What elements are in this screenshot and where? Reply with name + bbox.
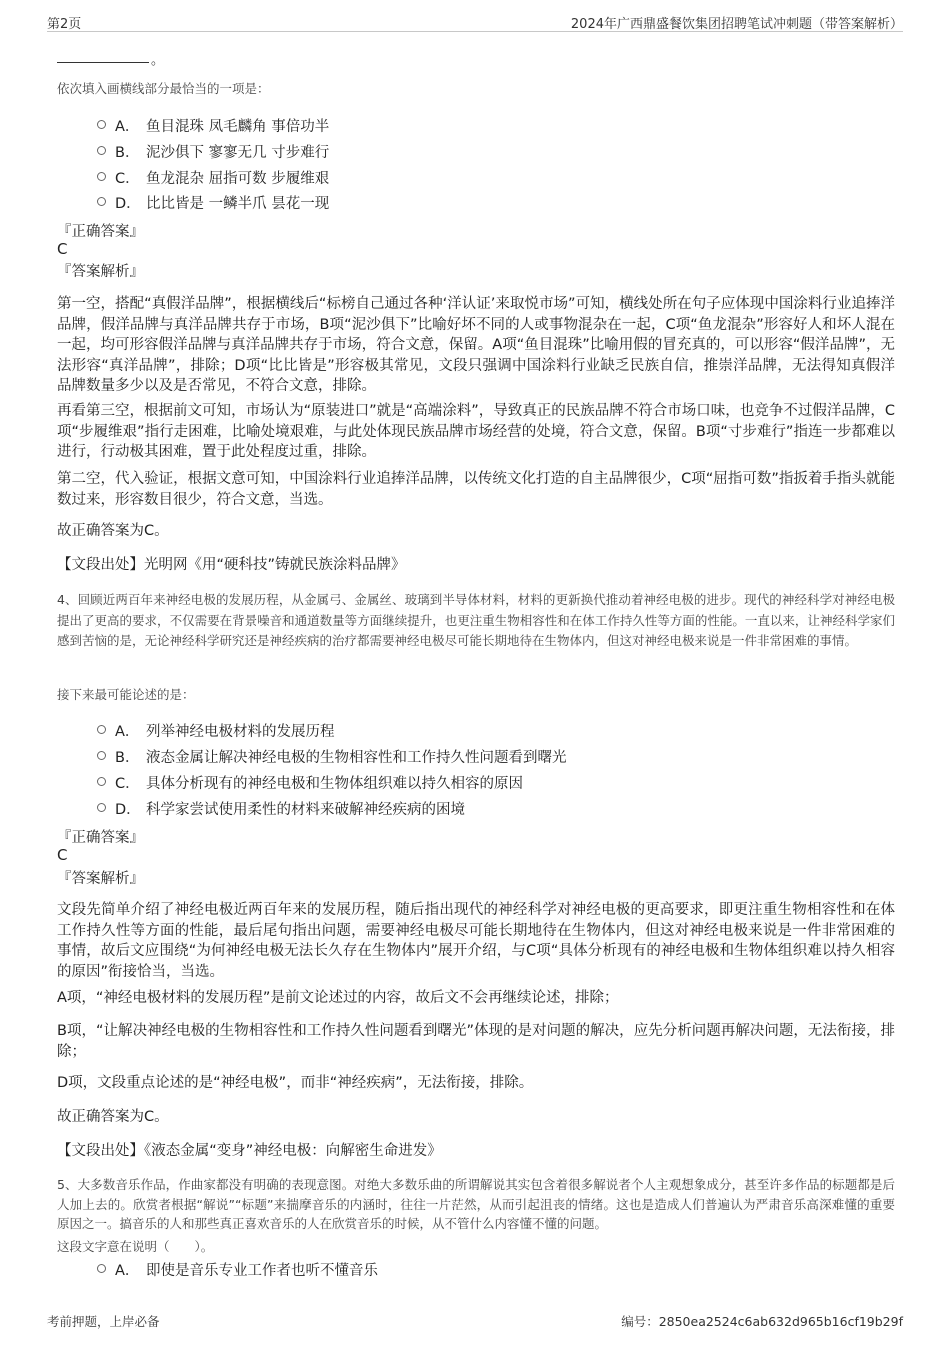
radio-icon[interactable] bbox=[97, 172, 106, 181]
q4-answer: C bbox=[57, 846, 68, 864]
q4-analysis-paragraph: B项，“让解决神经电极的生物相容性和工作持久性问题看到曙光”体现的是对问题的解决，应先分析问题再解决问题，无法衔接，排除； bbox=[57, 1023, 895, 1060]
q5-stem: 5、大多数音乐作品，作曲家都没有明确的表现意图。对绝大多数乐曲的所谓解说其实包含着很多解说者个人主观想象成分，甚至许多作品的标题都是后人加上去的。欣赏者根据“解说”“标题”来揣摩音乐的内涵时，往往一片茫然，从而引起沮丧的情绪。这也是造成人们普遍认为严肃音乐高深难懂的重要原因之一。搞音乐的人和那些真正喜欢音乐的人在欣赏音乐的时候，从不管什么内容懂不懂的问题。 bbox=[57, 1177, 895, 1231]
q4-analysis-paragraph: A项，“神经电极材料的发展历程”是前文论述过的内容，故后文不会再继续论述，排除； bbox=[57, 990, 619, 1006]
q3-source: 【文段出处】光明网《用“硬科技”铸就民族涂料品牌》 bbox=[57, 557, 406, 573]
q4-stem: 4、回顾近两百年来神经电极的发展历程，从金属弓、金属丝、玻璃到半导体材料，材料的更新换代推动着神经电极的进步。现代的神经科学对神经电极提出了更高的要求，不仅需要在背景噪音和通道数量等方面继续提升，也更注重生物相容性和在体工作持久性等方面的性能。一直以来，让神经科学家们感到苦恼的是，无论神经科学研究还是神经疾病的治疗都需要神经电极尽可能长期地待在生物体内，但这对神经电极来说是一件非常困难的事情。 bbox=[57, 592, 895, 648]
q3-conclusion: 故正确答案为C。 bbox=[57, 523, 169, 539]
page-header bbox=[47, 11, 903, 32]
q3-analysis-label: 『答案解析』 bbox=[57, 264, 144, 280]
q3-analysis-paragraph: 第一空，搭配“真假洋品牌”，根据横线后“标榜自己通过各种‘洋认证’来取悦市场”可知，横线处所在句子应体现中国涂料行业追捧洋品牌，假洋品牌与真洋品牌共存于市场，B项“泥沙俱下”比喻好坏不同的人或事物混杂在一起，C项“鱼龙混杂”形容好人和坏人混在一起，均可形容假洋品牌与真洋品牌共存于市场，符合文意，保留。A项“鱼目混珠”比喻用假的冒充真的，可以形容“假洋品牌”，无法形容“真洋品牌”，排除；D项“比比皆是”形容极其常见，文段只强调中国涂料行业缺乏民族自信，推崇洋品牌，无法得知真假洋品牌数量多少以及是否常见，不符合文意，排除。 bbox=[57, 296, 895, 395]
radio-icon[interactable] bbox=[97, 751, 106, 760]
page-number: 第2页 bbox=[47, 17, 82, 32]
q4-source: 【文段出处】《液态金属“变身”神经电极：向解密生命进发》 bbox=[57, 1143, 442, 1159]
radio-icon[interactable] bbox=[97, 146, 106, 155]
q3-answer: C bbox=[57, 240, 68, 258]
radio-icon[interactable] bbox=[97, 777, 106, 786]
radio-icon[interactable] bbox=[97, 803, 106, 812]
page-footer bbox=[47, 1312, 903, 1330]
q4-prompt: 接下来最可能论述的是： bbox=[57, 687, 195, 702]
q4-analysis-paragraph: 文段先简单介绍了神经电极近两百年来的发展历程，随后指出现代的神经科学对神经电极的更高要求，即更注重生物相容性和在体工作持久性等方面的性能，最后尾句指出问题，需要神经电极尽可能长期地待在生物体内，但这对神经电极来说是一件非常困难的事情，故后文应围绕“为何神经电极无法长久存在生物体内”展开介绍，与C项“具体分析现有的神经电极和生物体组织难以持久相容的原因”衔接恰当，当选。 bbox=[57, 902, 895, 980]
radio-icon[interactable] bbox=[97, 197, 106, 206]
blank-end-mark: 。 bbox=[151, 53, 165, 68]
q4-analysis-label: 『答案解析』 bbox=[57, 871, 144, 887]
q4-answer-label: 『正确答案』 bbox=[57, 830, 144, 846]
q3-analysis-paragraph: 第二空，代入验证，根据文意可知，中国涂料行业追捧洋品牌，以传统文化打造的自主品牌很少，C项“屈指可数”指扳着手指头就能数过来，形容数目很少，符合文意，当选。 bbox=[57, 471, 895, 508]
fill-blank-line bbox=[57, 62, 149, 63]
radio-icon[interactable] bbox=[97, 725, 106, 734]
q3-prompt: 依次填入画横线部分最恰当的一项是： bbox=[57, 81, 270, 96]
q4-analysis-paragraph: D项，文段重点论述的是“神经电极”，而非“神经疾病”，无法衔接，排除。 bbox=[57, 1075, 534, 1091]
radio-icon[interactable] bbox=[97, 120, 106, 129]
q4-conclusion: 故正确答案为C。 bbox=[57, 1109, 169, 1125]
radio-icon[interactable] bbox=[97, 1264, 106, 1273]
q3-answer-label: 『正确答案』 bbox=[57, 224, 144, 240]
document-title: 2024年广西鼎盛餐饮集团招聘笔试冲刺题（带答案解析） bbox=[570, 17, 903, 32]
q5-prompt: 这段文字意在说明（ ）。 bbox=[57, 1239, 214, 1254]
document-code: 编号：2850ea2524c6ab632d965b16cf19b29f bbox=[621, 1314, 903, 1329]
footer-slogan: 考前押题，上岸必备 bbox=[47, 1314, 160, 1329]
q3-analysis-paragraph: 再看第三空，根据前文可知，市场认为“原装进口”就是“高端涂料”，导致真正的民族品牌不符合市场口味，也竞争不过假洋品牌，C项“步履维艰”指行走困难，比喻处境艰难，与此处体现民族品牌市场经营的处境，符合文意，保留。B项“寸步难行”指连一步都难以进行，行动极其困难，置于此处程度过重，排除。 bbox=[57, 403, 895, 461]
